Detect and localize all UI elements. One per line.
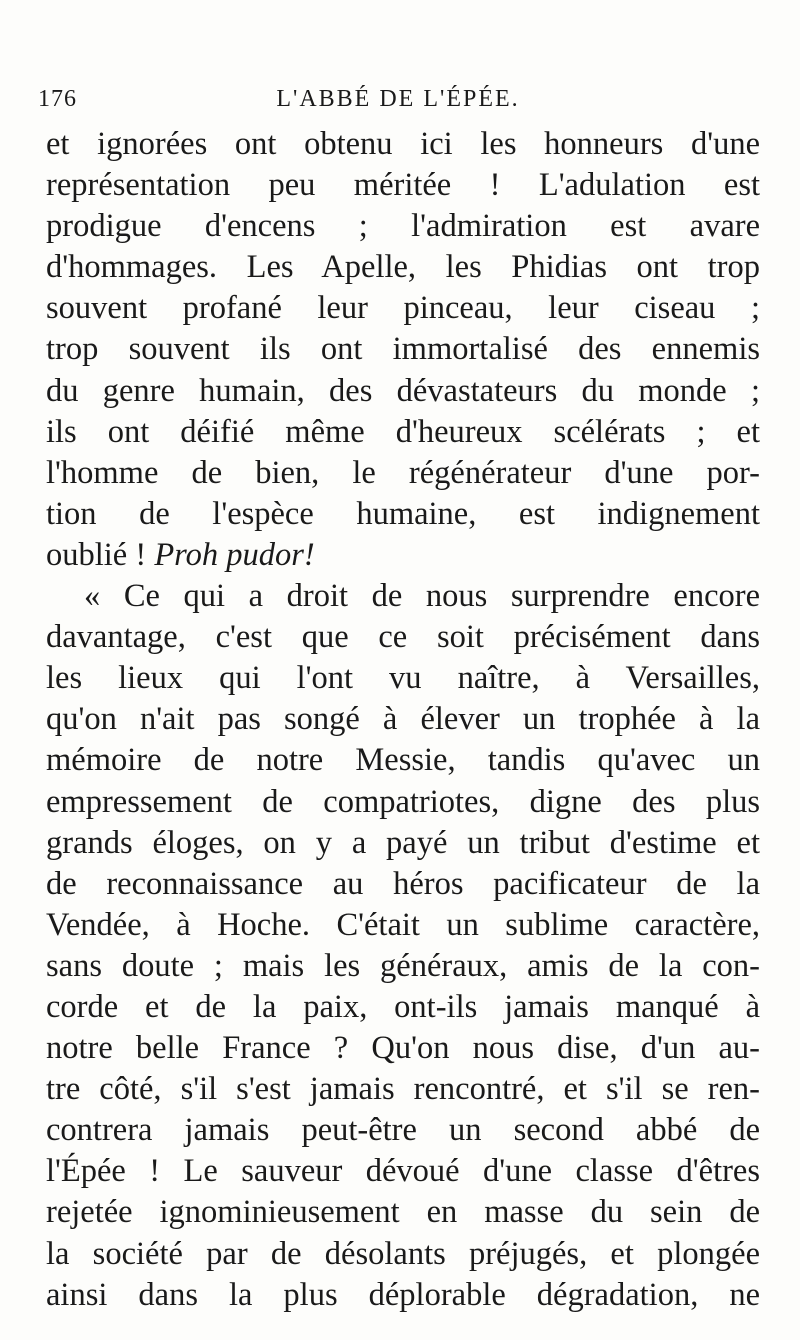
text-line: l'Épée ! Le sauveur dévoué d'une classe d'êtres: [46, 1153, 760, 1190]
text-line: les lieux qui l'ont vu naître, à Versailles,: [46, 660, 760, 697]
text-line: tion de l'espèce humaine, est indignement: [46, 495, 760, 532]
text-line: souvent profané leur pinceau, leur ciseau ;: [46, 290, 760, 327]
text-line: d'hommages. Les Apelle, les Phidias ont trop: [46, 249, 760, 286]
text-line: contrera jamais peut-être un second abbé de: [46, 1112, 760, 1149]
text-line: trop souvent ils ont immortalisé des ennemis: [46, 331, 760, 368]
text-line: grands éloges, on y a payé un tribut d'estime et: [46, 824, 760, 861]
running-title: L'ABBÉ DE L'ÉPÉE.: [276, 86, 520, 112]
text-line: et ignorées ont obtenu ici les honneurs d'une: [46, 126, 760, 162]
text-line: qu'on n'ait pas songé à élever un trophée à la: [46, 701, 760, 738]
text-line: notre belle France ? Qu'on nous dise, d'un au-: [46, 1030, 760, 1067]
text-line: tre côté, s'il s'est jamais rencontré, et s'il se ren-: [46, 1071, 760, 1108]
text-line: mémoire de notre Messie, tandis qu'avec un: [46, 742, 760, 779]
body-text: [46, 124, 760, 1316]
text-line: du genre humain, des dévastateurs du monde ;: [46, 372, 760, 409]
text-line: représentation peu méritée ! L'adulation est: [46, 167, 760, 204]
text-line: l'homme de bien, le régénérateur d'une por-: [46, 454, 760, 491]
text-line: empressement de compatriotes, digne des plus: [46, 783, 760, 820]
text-line: prodigue d'encens ; l'admiration est avare: [46, 208, 760, 245]
paragraph-first-line: « Ce qui a droit de nous surprendre encore: [84, 578, 760, 615]
text-line: sans doute ; mais les généraux, amis de la con-: [46, 947, 760, 984]
text-line: ils ont déifié même d'heureux scélérats ; et: [46, 413, 760, 450]
running-head: [38, 86, 758, 120]
text-line: ainsi dans la plus déplorable dégradation, ne: [46, 1276, 760, 1313]
paragraph-end-line: [46, 535, 760, 576]
page-number: 176: [38, 86, 77, 112]
text-line: la société par de désolants préjugés, et plongée: [46, 1235, 760, 1272]
text-line: corde et de la paix, ont-ils jamais manqué à: [46, 988, 760, 1025]
text-line: de reconnaissance au héros pacificateur de la: [46, 865, 760, 902]
text-run: oublié !: [46, 536, 155, 573]
text-line: rejetée ignominieusement en masse du sein de: [46, 1194, 760, 1231]
latin-exclamation: Proh pudor!: [154, 536, 315, 573]
text-line: davantage, c'est que ce soit précisément dans: [46, 619, 760, 656]
text-line: Vendée, à Hoche. C'était un sublime caractère,: [46, 906, 760, 943]
